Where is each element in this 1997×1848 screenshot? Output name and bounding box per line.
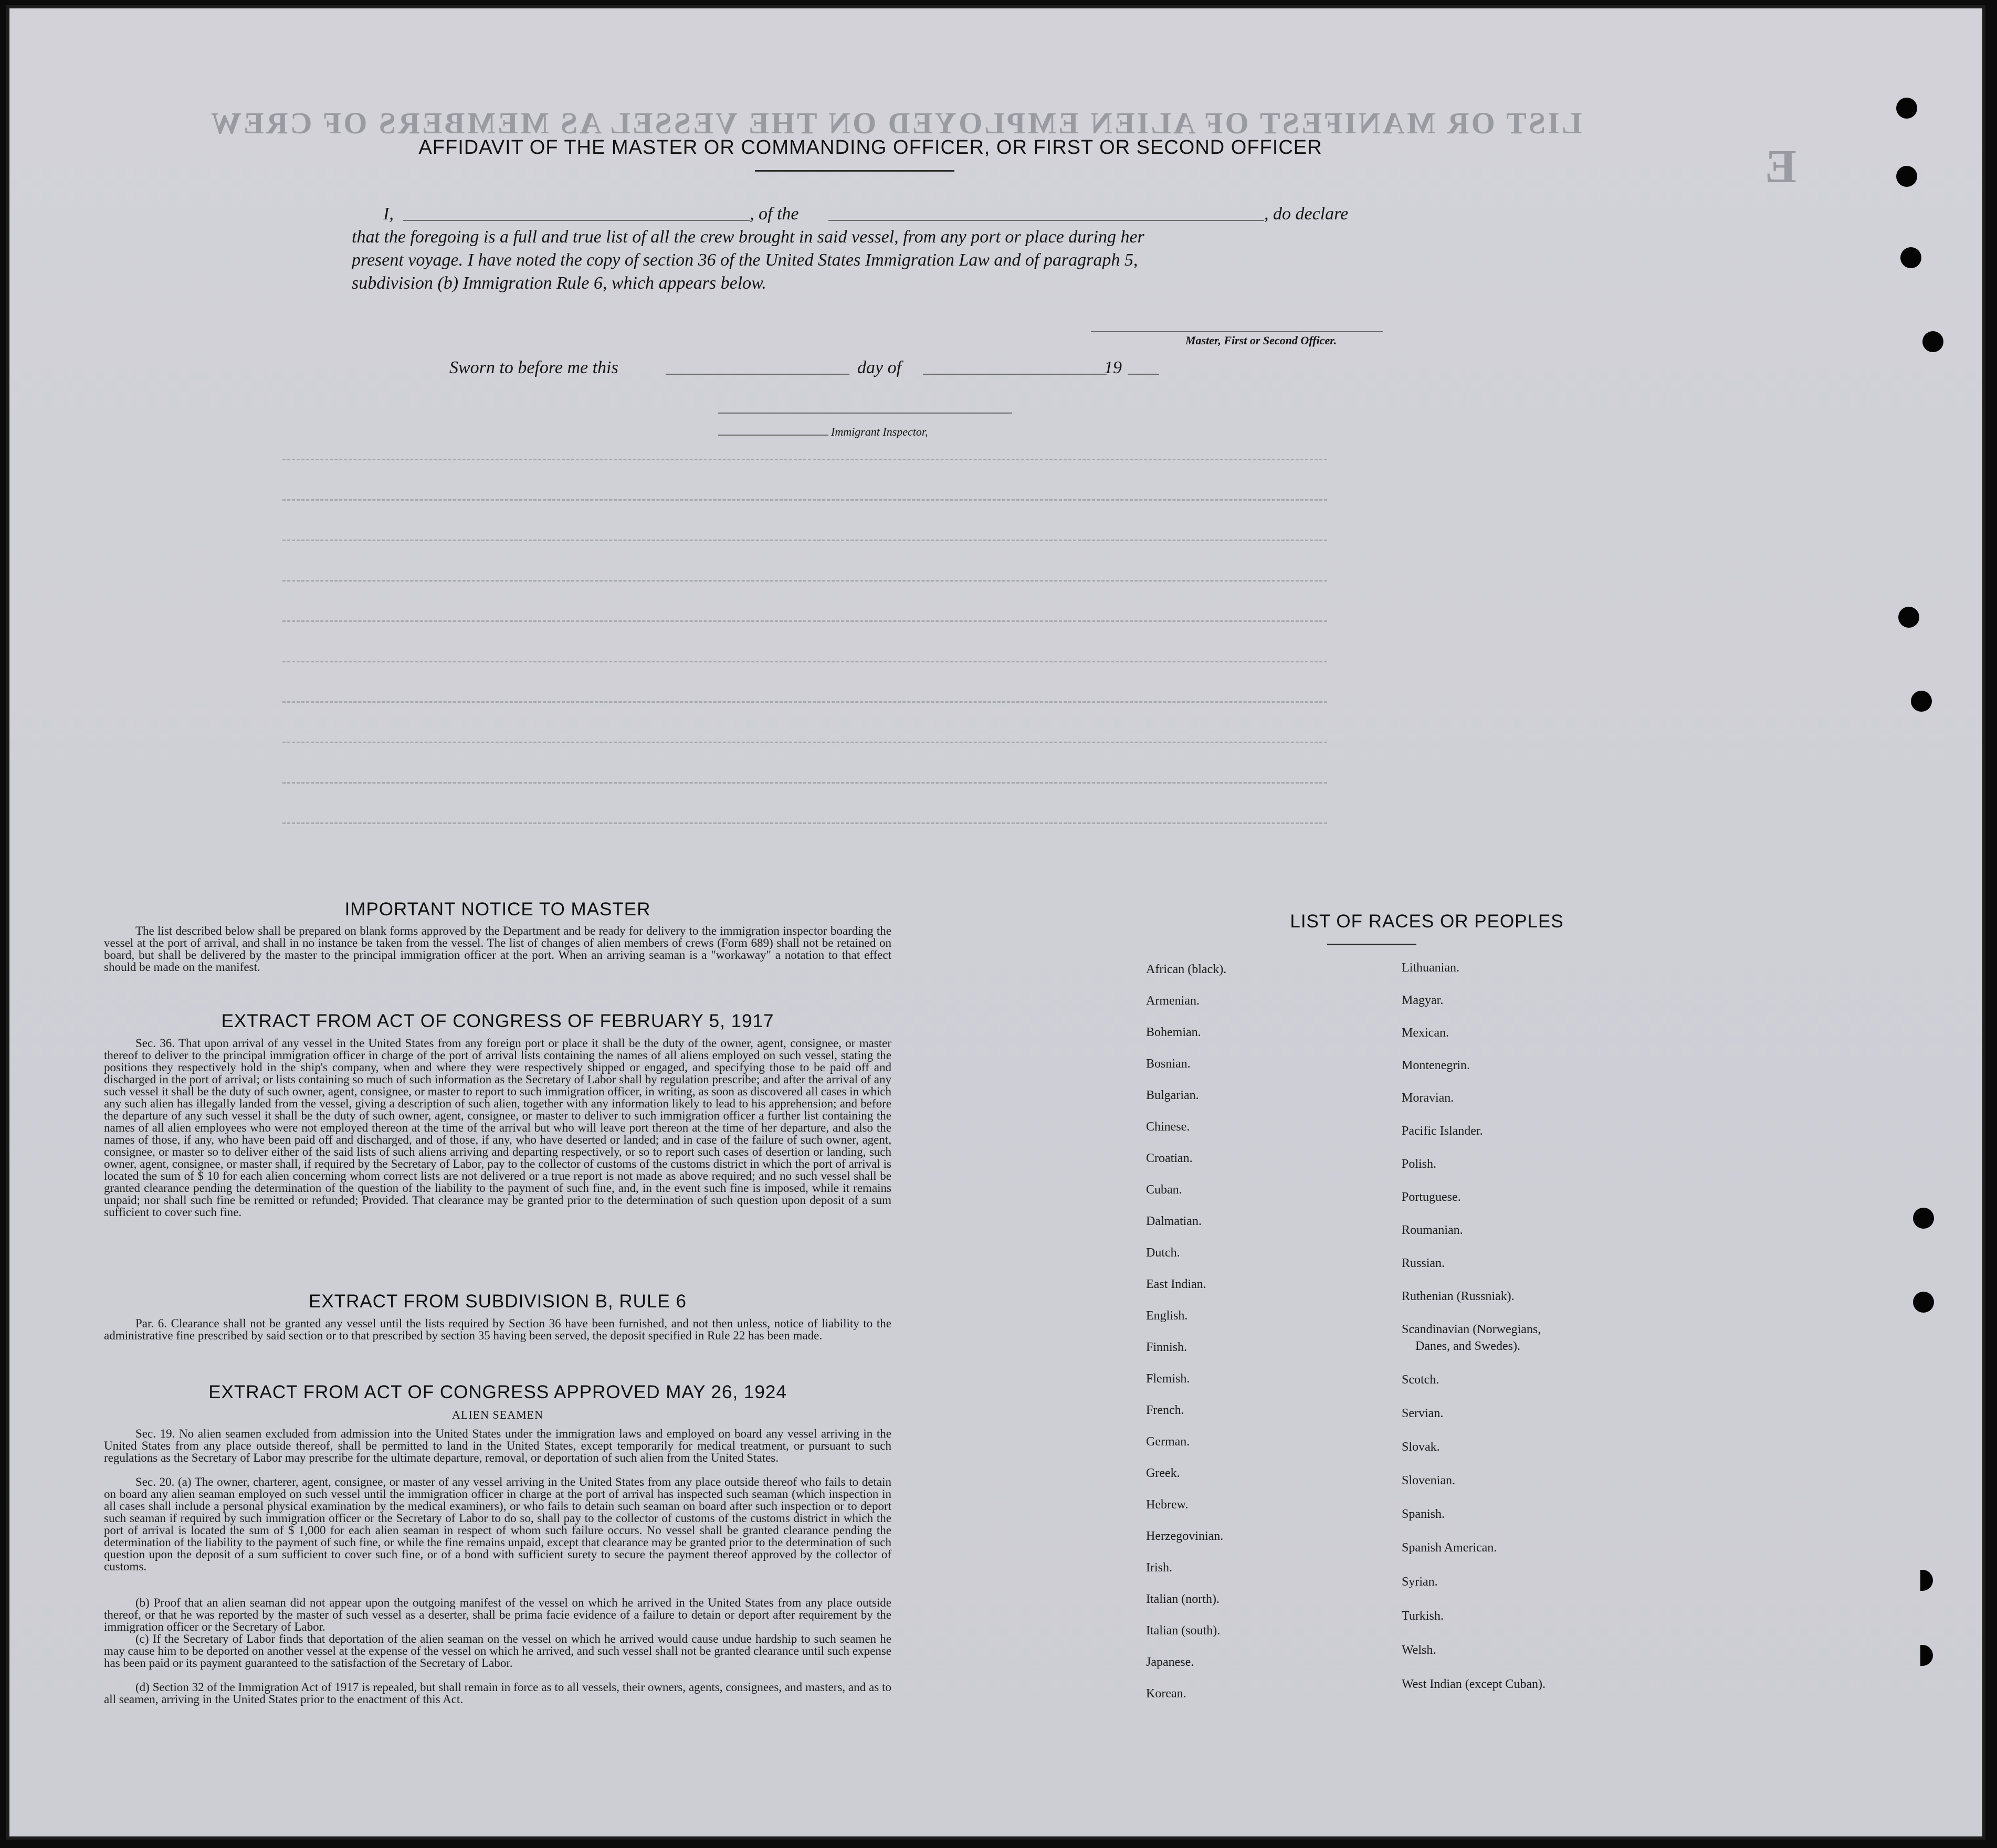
sworn-day-blank[interactable] xyxy=(666,374,849,375)
race-item: Dutch. xyxy=(1146,1246,1180,1260)
race-item: Syrian. xyxy=(1402,1575,1438,1589)
bleedthrough-heading: LIST OR MANIFEST OF ALIEN EMPLOYED ON THE VESSEL AS MEMBERS OF CREW xyxy=(209,106,1582,140)
races-title-underline xyxy=(1327,944,1416,945)
signature-line[interactable] xyxy=(1091,331,1383,332)
affidavit-body-line: subdivision (b) Immigration Rule 6, which appears below. xyxy=(352,273,766,293)
extract-1924-para: (d) Section 32 of the Immigration Act of 1917 is repealed, but shall remain in force as to all vessels, their owners, agents, consignees, and masters, and as to all seamen, arriving in the United States prior to the enactment of this Act. xyxy=(104,1681,891,1706)
race-item: Mexican. xyxy=(1402,1026,1449,1040)
race-item: Bulgarian. xyxy=(1146,1089,1199,1102)
race-item: Greek. xyxy=(1146,1466,1180,1480)
affidavit-i: I, xyxy=(383,204,394,224)
race-item: Scotch. xyxy=(1402,1373,1439,1387)
notice-title: IMPORTANT NOTICE TO MASTER xyxy=(344,899,651,920)
race-item: Japanese. xyxy=(1146,1655,1194,1669)
binder-hole xyxy=(1913,1292,1934,1313)
affidavit-body-line: present voyage. I have noted the copy of section 36 of the United States Immigration Law and of paragraph 5, xyxy=(352,250,1138,270)
binder-hole xyxy=(1900,247,1921,268)
affidavit-body-line: that the foregoing is a full and true list of all the crew brought in said vessel, from any port or place during her xyxy=(352,227,1144,247)
race-item: English. xyxy=(1146,1309,1188,1323)
race-item: Herzegovinian. xyxy=(1146,1529,1224,1543)
sworn-day-of: day of xyxy=(857,358,902,377)
race-item: Magyar. xyxy=(1402,994,1444,1007)
vessel-blank[interactable] xyxy=(828,220,1264,221)
affidavit-title: AFFIDAVIT OF THE MASTER OR COMMANDING OFFICER, OR FIRST OR SECOND OFFICER xyxy=(418,136,1322,159)
race-item: German. xyxy=(1146,1435,1190,1449)
race-item: Servian. xyxy=(1402,1407,1444,1420)
race-item: Chinese. xyxy=(1146,1120,1190,1134)
bleedthrough-letter: E xyxy=(1763,141,1797,193)
signature-caption: Master, First or Second Officer. xyxy=(1185,334,1337,347)
binder-hole xyxy=(1920,1570,1933,1591)
sworn-year-blank[interactable] xyxy=(1128,374,1159,375)
race-item: Slovenian. xyxy=(1402,1474,1455,1487)
sworn-year: 19 xyxy=(1104,358,1122,377)
extract-1924-title: EXTRACT FROM ACT OF CONGRESS APPROVED MAY 26, 1924 xyxy=(208,1382,787,1402)
race-item: West Indian (except Cuban). xyxy=(1402,1677,1546,1691)
race-item: French. xyxy=(1146,1403,1184,1417)
race-item: Scandinavian (Norwegians, xyxy=(1402,1323,1541,1336)
notice-body: The list described below shall be prepared on blank forms approved by the Department and be ready for delivery to the immigration inspector boarding the vessel at the port of arrival, and shall in no instance be taken from the vessel. The list of changes of alien members of crews (Form 689) shall not be retained on board, but shall be delivered by the master to the principal immigration officer at the port. When an arriving seaman is a "workaway" a notation to that effect should be made on the manifest. xyxy=(104,924,891,974)
race-item: Turkish. xyxy=(1402,1609,1444,1623)
race-item: Ruthenian (Russniak). xyxy=(1402,1290,1515,1303)
inspector-signature-line[interactable] xyxy=(718,413,1012,414)
race-item: Hebrew. xyxy=(1146,1498,1189,1512)
races-title: LIST OF RACES OR PEOPLES xyxy=(1290,911,1564,932)
extract-1924-para: (b) Proof that an alien seaman did not appear upon the outgoing manifest of the vessel on which he arrived in the United States from any place outside thereof, or that he was reported by the master of such vessel as a deserter, shall be prima facie evidence of a failure to detain or deport after requirement by the immigration officer or the Secretary of Labor. xyxy=(104,1596,891,1633)
extract-1924-para: Sec. 19. No alien seamen excluded from admission into the United States under the immigration laws and employed on board any vessel arriving in the United States from any place outside thereof, shall be permitted to land in the United States, except temporarily for medical treatment, or pursuant to such regulations as the Secretary of Labor may prescribe for the ultimate departure, removal, or deportation of such alien from the United States. xyxy=(104,1427,891,1464)
manifest-back-page xyxy=(6,5,1985,1840)
race-item: Lithuanian. xyxy=(1402,961,1459,975)
race-item: Bosnian. xyxy=(1146,1057,1191,1071)
extract-1924-subtitle: ALIEN SEAMEN xyxy=(452,1408,543,1421)
race-item: Polish. xyxy=(1402,1157,1437,1171)
affidavit-title-underline xyxy=(755,170,954,172)
extract-1924-para: Sec. 20. (a) The owner, charterer, agent, consignee, or master of any vessel arriving in the United States from any place outside thereof who fails to detain on board any alien seaman employed on such vessel until the immigration officer in charge at the port of arrival has inspected such seaman (which inspection in all cases shall include a personal physical examination by the medical examiners), or who fails to detain such seaman on board after such inspection or to deport such seaman if required by such immigration officer or the Secretary of Labor to do so, shall pay to the collector of customs of the customs district in which the port of arrival is located the sum of $ 1,000 for each alien seaman in respect of whom such failure occurs. No vessel shall be granted clearance pending the determination of the liability to the payment of such fine, or while the fine remains unpaid, except that clearance may be granted prior to the determination of such question upon the deposit of a sum sufficient to cover such fine, or of a bond with sufficient surety to secure the payment thereof approved by the collector of customs. xyxy=(104,1475,891,1573)
race-item: Italian (north). xyxy=(1146,1592,1220,1606)
race-item: Roumanian. xyxy=(1402,1223,1463,1237)
race-item: Slovak. xyxy=(1402,1440,1440,1454)
binder-hole xyxy=(1896,166,1917,187)
race-item: Russian. xyxy=(1402,1256,1445,1270)
binder-hole xyxy=(1920,1645,1933,1666)
race-item: Moravian. xyxy=(1402,1091,1454,1105)
affidavit-declare: , do declare xyxy=(1264,204,1349,224)
race-item: Irish. xyxy=(1146,1561,1172,1575)
extract-rule6-body: Par. 6. Clearance shall not be granted any vessel until the lists required by Section 36 have been furnished, and not then unless, notice of liability to the administrative fine prescribed by said section or to that prescribed by section 35 having been served, the deposit specified in Rule 22 has been made. xyxy=(104,1317,891,1342)
race-item: Armenian. xyxy=(1146,994,1200,1008)
race-item: Portuguese. xyxy=(1402,1190,1461,1204)
race-item: Korean. xyxy=(1146,1687,1186,1701)
race-item: African (black). xyxy=(1146,963,1227,976)
race-item: Finnish. xyxy=(1146,1340,1187,1354)
binder-hole xyxy=(1913,1208,1934,1229)
race-item: East Indian. xyxy=(1146,1277,1206,1291)
race-item: Flemish. xyxy=(1146,1372,1190,1386)
race-item: Montenegrin. xyxy=(1402,1059,1470,1072)
race-item: Dalmatian. xyxy=(1146,1215,1202,1228)
inspector-caption-line xyxy=(718,435,828,436)
affidavit-of-the: , of the xyxy=(750,204,799,224)
extract-1924-para: (c) If the Secretary of Labor finds that deportation of the alien seaman on the vessel on which he arrived would cause undue hardship to such seamen he may cause him to be deported on another vessel at the expense of the vessel on which he arrived, and such vessel shall not be granted clearance until such expense has been paid or its payment guaranteed to the satisfaction of the Secretary of Labor. xyxy=(104,1632,891,1670)
binder-hole xyxy=(1898,607,1919,628)
sworn-prefix: Sworn to before me this xyxy=(449,358,618,377)
binder-hole xyxy=(1911,691,1932,712)
race-item: Danes, and Swedes). xyxy=(1415,1339,1520,1353)
race-item: Spanish American. xyxy=(1402,1541,1497,1555)
race-item: Welsh. xyxy=(1402,1643,1436,1657)
name-blank[interactable] xyxy=(403,220,750,221)
extract-1917-body: Sec. 36. That upon arrival of any vessel in the United States from any foreign port or place it shall be the duty of the owner, agent, consignee, or master thereof to deliver to the principal immigration officer in charge of the port of arrival lists containing the names of all aliens employed on such vessel, stating the positions they respectively hold in the ship's company, when and where they were respectively shipped or engaged, and specifying those to be paid off and discharged in the port of arrival; or lists containing so much of such information as the Secretary of Labor shall by regulation prescribe; and after the arrival of any such vessel it shall be the duty of such owner, agent, consignee, or master to report to such immigration officer, in writing, as soon as discovered all cases in which any such alien has illegally landed from the vessel, giving a description of such alien, together with any information likely to lead to his apprehension; and before the departure of any such vessel it shall be the duty of such owner, agent, consignee, or master to deliver to such immigration officer a further list containing the names of all alien employees who were not employed thereon at the time of the arrival but who will leave port thereon at the time of her departure, and also the names of those, if any, who have been paid off and discharged, and of those, if any, who have deserted or landed; and in case of the failure of such owner, agent, consignee, or master so to deliver either of the said lists of such aliens arriving and departing respectively, or so to report such cases of desertion or landing, such owner, agent, consignee, or master shall, if required by the Secretary of Labor, pay to the collector of customs of the customs district in which the port of arrival is located the sum of $ 10 for each alien concerning whom correct lists are not delivered or a true report is not made as above required; and no such vessel shall be granted clearance pending the determination of the question of the liability to the payment of such fine, and, in the event such fine is imposed, while it remains unpaid; nor shall such fine be remitted or refunded; Provided. That clearance may be granted prior to the determination of such question upon deposit of a sum sufficient to cover such fine. xyxy=(104,1037,891,1219)
race-item: Cuban. xyxy=(1146,1183,1182,1197)
race-item: Croatian. xyxy=(1146,1152,1193,1165)
race-item: Pacific Islander. xyxy=(1402,1124,1483,1138)
binder-hole xyxy=(1922,331,1943,352)
sworn-month-blank[interactable] xyxy=(923,374,1107,375)
binder-hole xyxy=(1896,98,1917,119)
extract-1917-title: EXTRACT FROM ACT OF CONGRESS OF FEBRUARY 5, 1917 xyxy=(221,1011,774,1031)
race-item: Spanish. xyxy=(1402,1507,1445,1521)
race-item: Italian (south). xyxy=(1146,1624,1221,1638)
race-item: Bohemian. xyxy=(1146,1026,1201,1039)
inspector-caption: Immigrant Inspector, xyxy=(831,425,928,438)
extract-rule6-title: EXTRACT FROM SUBDIVISION B, RULE 6 xyxy=(309,1291,687,1312)
